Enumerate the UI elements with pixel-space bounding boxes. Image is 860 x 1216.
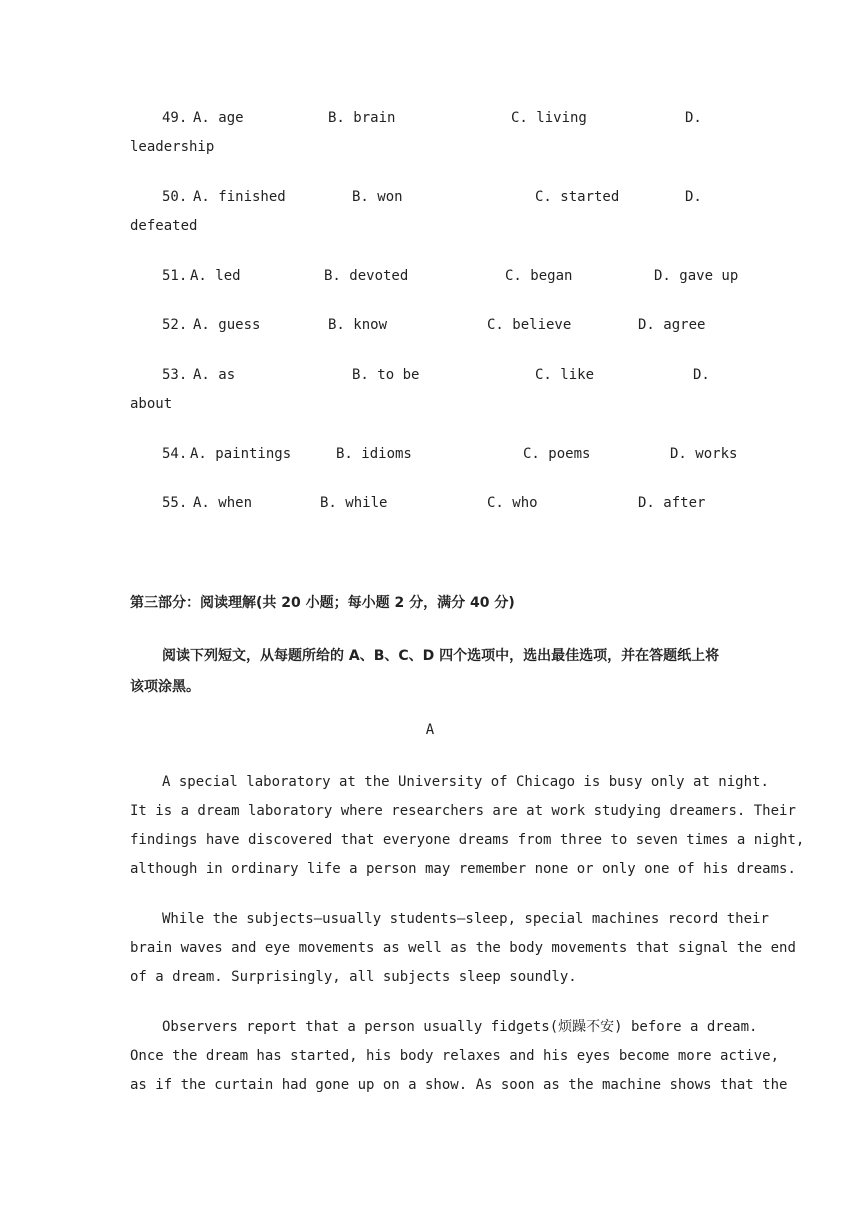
question-53 [0, 367, 860, 427]
paragraph-line: as if the curtain had gone up on a show. As soon as the machine shows that the [130, 1077, 788, 1093]
question-number: 53. [162, 367, 188, 383]
question-50 [0, 189, 860, 249]
option-a: A. led [190, 268, 241, 284]
question-number: 52. [162, 317, 188, 333]
question-49 [0, 110, 860, 170]
option-c: C. living [511, 110, 587, 126]
option-a: A. paintings [190, 446, 292, 462]
question-number: 49. [162, 110, 188, 126]
paragraph-line: It is a dream laboratory where researchers are at work studying dreamers. Their [130, 803, 796, 819]
paragraph-line: brain waves and eye movements as well as the body movements that signal the end [130, 940, 796, 956]
option-d-continued: leadership [130, 139, 215, 155]
option-b: B. won [352, 189, 403, 205]
option-c: C. poems [523, 446, 591, 462]
paragraph-line: A special laboratory at the University of Chicago is busy only at night. [162, 774, 769, 790]
passage-paragraph-1 [130, 772, 805, 888]
option-c: C. believe [487, 317, 572, 333]
option-d: D. [693, 367, 710, 383]
paragraph-line: findings have discovered that everyone dreams from three to seven times a night, [130, 832, 805, 848]
option-a: A. when [193, 495, 253, 511]
section-instruction: 阅读下列短文，从每题所给的 A、B、C、D 四个选项中，选出最佳选项，并在答题纸上将该项涂黑。 [130, 648, 720, 695]
option-d: D. after [638, 495, 706, 511]
option-c: C. like [535, 367, 595, 383]
question-number: 51. [162, 268, 188, 284]
option-c: C. who [487, 495, 538, 511]
option-a: A. guess [193, 317, 261, 333]
option-d: D. [685, 110, 702, 126]
option-d: D. gave up [654, 268, 739, 284]
question-55 [0, 495, 860, 555]
option-b: B. idioms [336, 446, 412, 462]
section-title: 第三部分：阅读理解(共 20 小题；每小题 2 分，满分 40 分) [130, 595, 515, 611]
option-b: B. to be [352, 367, 420, 383]
option-b: B. while [320, 495, 388, 511]
question-number: 50. [162, 189, 188, 205]
paragraph-line: Once the dream has started, his body relaxes and his eyes become more active, [130, 1048, 780, 1064]
option-d: D. agree [638, 317, 706, 333]
passage-paragraph-3 [130, 1017, 788, 1104]
option-d-continued: defeated [130, 218, 198, 234]
option-b: B. devoted [324, 268, 409, 284]
paragraph-line: although in ordinary life a person may remember none or only one of his dreams. [130, 861, 796, 877]
option-c: C. started [535, 189, 620, 205]
option-b: B. brain [328, 110, 396, 126]
option-d: D. [685, 189, 702, 205]
option-d-continued: about [130, 396, 173, 412]
passage-paragraph-2 [130, 909, 796, 996]
option-a: A. as [193, 367, 236, 383]
option-a: A. age [193, 110, 244, 126]
option-c: C. began [505, 268, 573, 284]
passage-label: A [425, 722, 435, 738]
question-number: 54. [162, 446, 188, 462]
question-number: 55. [162, 495, 188, 511]
paragraph-line: Observers report that a person usually fidgets(烦躁不安) before a dream. [162, 1019, 758, 1035]
paragraph-line: of a dream. Surprisingly, all subjects sleep soundly. [130, 969, 577, 985]
option-b: B. know [328, 317, 388, 333]
paragraph-line: While the subjects—usually students—sleep, special machines record their [162, 911, 769, 927]
option-d: D. works [670, 446, 738, 462]
option-a: A. finished [193, 189, 286, 205]
